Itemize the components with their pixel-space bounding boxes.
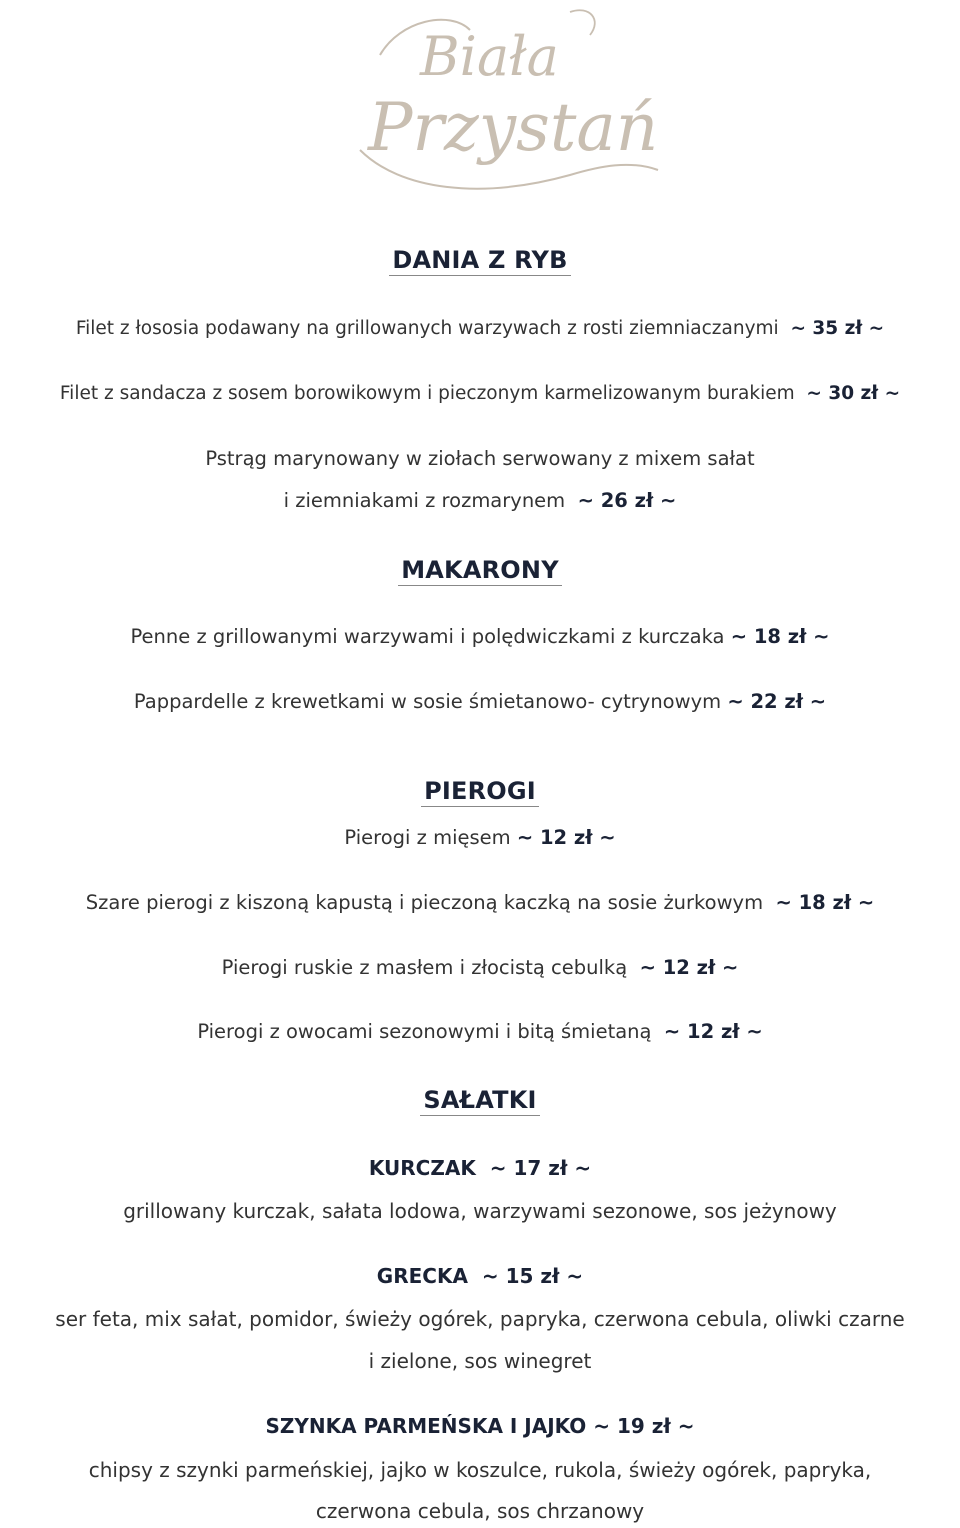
item-name: Pierogi z mięsem (344, 826, 511, 849)
salad-description (0, 1304, 960, 1334)
item-price: ~ 30 zł ~ (806, 383, 901, 404)
salad-description (0, 1455, 960, 1485)
salad-description-line1: ser feta, mix sałat, pomidor, świeży ogórek, papryka, czerwona cebula, oliwki czarne (55, 1307, 905, 1331)
salad-price: ~ 15 zł ~ (481, 1264, 584, 1288)
section-heading: PIEROGI (421, 777, 539, 807)
section-pierogi-heading-row (0, 777, 960, 807)
salad-price: ~ 19 zł ~ (593, 1414, 695, 1438)
menu-item (0, 1017, 960, 1047)
menu-item-continuation (0, 486, 960, 516)
item-price: ~ 26 zł ~ (577, 489, 677, 512)
salad-description-line1: chipsy z szynki parmeńskiej, jajko w koszulce, rukola, świeży ogórek, papryka, (88, 1458, 872, 1482)
menu-item (0, 888, 960, 918)
item-name: Szare pierogi z kiszoną kapustą i pieczoną kaczką na sosie żurkowym (85, 891, 764, 914)
section-fish-heading-row (0, 246, 960, 276)
salad-name: GRECKA (376, 1264, 468, 1288)
menu-item (0, 444, 960, 474)
salad-description-line2: i zielone, sos winegret (368, 1349, 592, 1373)
item-name: Pierogi z owocami sezonowymi i bitą śmietaną (197, 1020, 652, 1043)
menu-item (0, 953, 960, 983)
item-price: ~ 12 zł ~ (663, 1020, 763, 1043)
item-name: Penne z grillowanymi warzywami i polędwiczkami z kurczaka (130, 625, 725, 648)
item-price: ~ 12 zł ~ (516, 826, 616, 849)
salad-description-line1: grillowany kurczak, sałata lodowa, warzywami sezonowe, sos jeżynowy (123, 1199, 837, 1223)
restaurant-logo (340, 0, 670, 210)
logo-line1: Biała (420, 25, 559, 88)
item-name: Filet z sandacza z sosem borowikowym i pieczonym karmelizowanym burakiem (59, 383, 795, 404)
logo-line2: Przystań (368, 89, 659, 166)
salad-title-row (0, 1261, 960, 1291)
menu-item (0, 314, 960, 344)
salad-name: KURCZAK (368, 1156, 476, 1180)
item-price: ~ 35 zł ~ (790, 318, 885, 339)
salad-name: SZYNKA PARMEŃSKA I JAJKO (265, 1414, 587, 1438)
item-name: Pierogi ruskie z masłem i złocistą cebulką (221, 956, 628, 979)
section-pasta-heading-row (0, 556, 960, 586)
menu-item (0, 823, 960, 853)
item-price: ~ 22 zł ~ (727, 690, 827, 713)
section-heading: MAKARONY (398, 556, 562, 586)
item-price: ~ 18 zł ~ (775, 891, 875, 914)
salad-title-row (0, 1411, 960, 1441)
menu-item (0, 622, 960, 652)
item-name-line2: i ziemniakami z rozmarynem (283, 489, 566, 512)
salad-description (0, 1346, 960, 1376)
salad-price: ~ 17 zł ~ (489, 1156, 592, 1180)
item-name-line1: Pstrąg marynowany w ziołach serwowany z mixem sałat (205, 447, 755, 470)
menu-item (0, 379, 960, 409)
section-salads-heading-row (0, 1086, 960, 1116)
item-name: Filet z łososia podawany na grillowanych warzywach z rosti ziemniaczanymi (75, 318, 779, 339)
menu-item (0, 687, 960, 717)
item-price: ~ 12 zł ~ (639, 956, 739, 979)
section-heading: DANIA Z RYB (389, 246, 570, 276)
section-heading: SAŁATKI (420, 1086, 539, 1116)
salad-description (0, 1196, 960, 1226)
item-price: ~ 18 zł ~ (730, 625, 830, 648)
item-name: Pappardelle z krewetkami w sosie śmietanowo- cytrynowym (133, 690, 722, 713)
salad-description-line2: czerwona cebula, sos chrzanowy (315, 1499, 645, 1523)
salad-description (0, 1496, 960, 1526)
salad-title-row (0, 1153, 960, 1183)
